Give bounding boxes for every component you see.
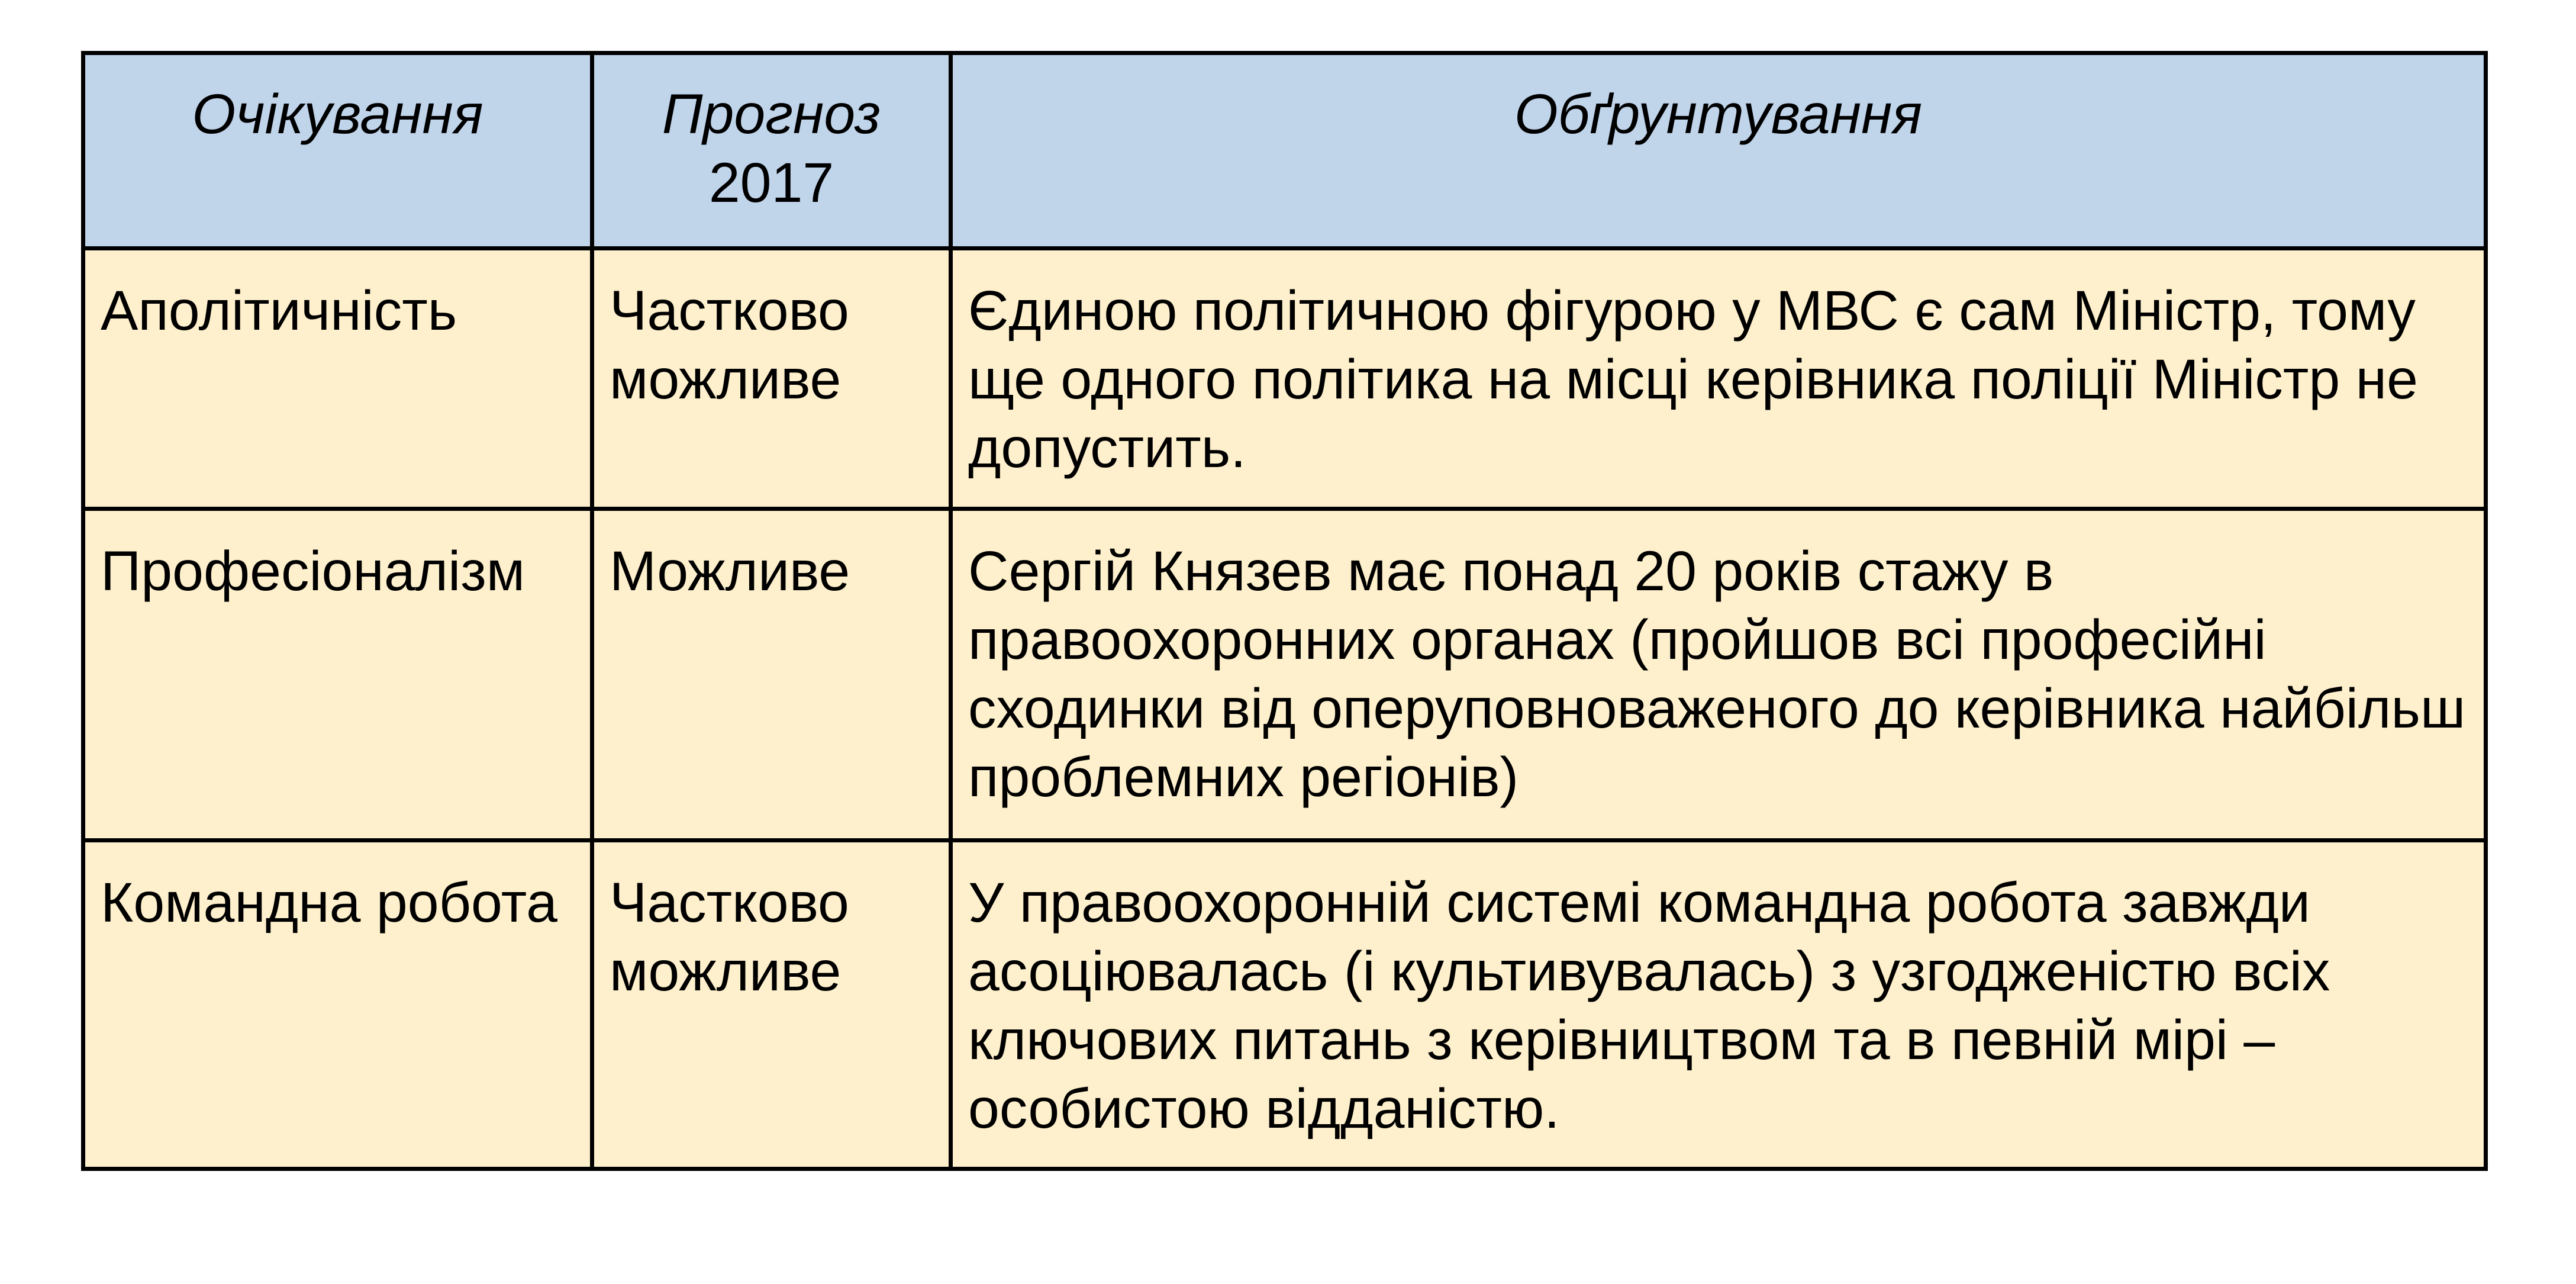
justification-text: Єдиною політичною фігурою у МВС є сам Міністр, тому ще одного політика на місці керівника поліції Міністр не допустить. — [968, 279, 2418, 480]
forecast-text: Частково можливе — [610, 871, 849, 1003]
header-forecast-year: 2017 — [708, 152, 834, 214]
table-row — [83, 249, 2486, 509]
cell-justification — [951, 249, 2486, 509]
cell-expectation — [83, 841, 592, 1169]
forecast-text: Можливе — [610, 540, 850, 603]
cell-forecast — [592, 509, 951, 841]
table-header-row — [83, 53, 2486, 249]
header-justification-label: Обґрунтування — [1514, 83, 1923, 146]
table-row — [83, 509, 2486, 841]
cell-justification — [951, 509, 2486, 841]
cell-forecast — [592, 249, 951, 509]
cell-expectation — [83, 249, 592, 509]
expectation-text: Командна робота — [101, 871, 558, 934]
header-forecast — [592, 53, 951, 249]
header-justification — [951, 53, 2486, 249]
cell-justification — [951, 841, 2486, 1169]
header-expectation-label: Очікування — [192, 83, 483, 146]
forecast-text: Частково можливе — [610, 279, 849, 411]
expectation-text: Професіоналізм — [101, 540, 525, 603]
expectation-text: Аполітичність — [101, 279, 457, 342]
cell-expectation — [83, 509, 592, 841]
justification-text: У правоохоронній системі командна робота завжди асоціювалась (і культивувалась) з узгодженістю всіх ключових питань з керівництвом та в певній мірі – особистою відданістю. — [968, 871, 2330, 1140]
table-row — [83, 841, 2486, 1169]
justification-text: Сергій Князев має понад 20 років стажу в правоохоронних органах (пройшов всі професійні сходинки від оперуповноваженого до керівника найбільш проблемних регіонів) — [968, 540, 2466, 809]
header-expectation — [83, 53, 592, 249]
expectations-table — [81, 51, 2488, 1171]
cell-forecast — [592, 841, 951, 1169]
header-forecast-label: Прогноз — [662, 83, 881, 146]
